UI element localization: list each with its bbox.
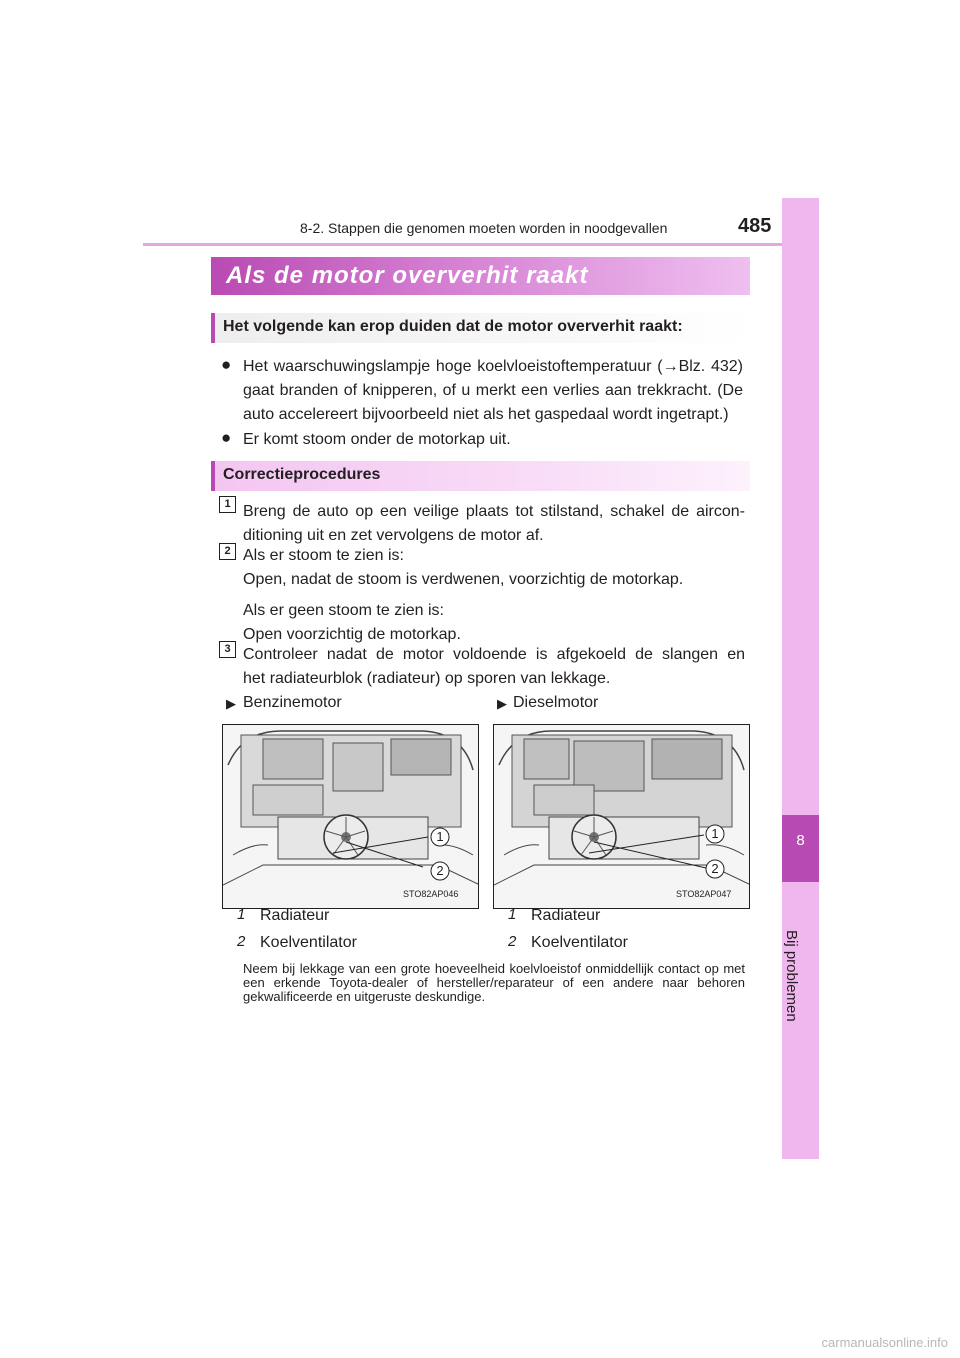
- step-line: Open, nadat de stoom is verdwenen, voorzichtig de motorkap.: [243, 571, 684, 588]
- step-line: Controleer nadat de motor voldoende is afgekoeld de slangen en: [243, 646, 745, 663]
- page-number: 485: [738, 215, 772, 237]
- bullet-text: Er komt stoom onder de motorkap uit.: [243, 431, 511, 448]
- engine-illustration-petrol: [222, 724, 479, 909]
- step-text: [243, 643, 745, 691]
- step-number-box: 3: [219, 641, 236, 658]
- step-text: [243, 544, 745, 647]
- caption-label: Koelventilator: [531, 934, 628, 951]
- signs-heading: Het volgende kan erop duiden dat de motor oververhit raakt:: [223, 318, 683, 335]
- engine-drawing: [223, 725, 479, 909]
- caption-number: 1: [237, 906, 246, 923]
- caption-number: 1: [508, 906, 517, 923]
- engine-illustration-diesel: [493, 724, 750, 909]
- chapter-label: Bij problemen: [783, 930, 800, 1022]
- step-line: ditioning uit en zet vervolgens de motor af.: [243, 527, 544, 544]
- step-line: het radiateurblok (radiateur) op sporen van lekkage.: [243, 670, 611, 687]
- step-line: Als er geen stoom te zien is:: [243, 602, 444, 619]
- callout-2: 2: [436, 863, 444, 878]
- figure-code: STO82AP046: [403, 889, 459, 899]
- section-header: 8-2. Stappen die genomen moeten worden in noodgevallen: [300, 220, 668, 236]
- caption-number: 2: [237, 933, 246, 950]
- step-line: Open voorzichtig de motorkap.: [243, 626, 461, 643]
- figure-title: Dieselmotor: [513, 694, 599, 711]
- chapter-number: 8: [796, 832, 805, 849]
- watermark: carmanualsonline.info: [821, 1335, 948, 1350]
- triangle-icon: ▶: [497, 696, 507, 711]
- header-divider: [143, 243, 818, 246]
- procedures-heading: Correctieprocedures: [223, 466, 381, 483]
- triangle-icon: ▶: [226, 696, 236, 711]
- caption-label: Koelventilator: [260, 934, 357, 951]
- callout-1: 1: [711, 826, 719, 841]
- caption-label: Radiateur: [531, 907, 601, 924]
- caption-label: Radiateur: [260, 907, 330, 924]
- bullet-text: Het waarschuwingslampje hoge koelvloeistoftemperatuur (→Blz. 432) gaat branden of knipperen, of u merkt een verlies aan trekkracht. (De auto accelereert bijvoorbeeld niet als het gaspedaal wordt ingetrapt.): [243, 358, 743, 423]
- leak-note: Neem bij lekkage van een grote hoeveelheid koelvloeistof onmiddellijk contact op met een erkende Toyota-dealer of hersteller/reparateur of een andere naar behoren gekwalificeerde en uitgeruste deskundige.: [243, 961, 745, 1004]
- step-number-box: 1: [219, 496, 236, 513]
- step-text: [243, 500, 745, 548]
- callout-2: 2: [711, 861, 719, 876]
- step-line: Breng de auto op een veilige plaats tot stilstand, schakel de aircon-: [243, 503, 745, 520]
- bullet-dot: ●: [221, 428, 232, 447]
- step-line: Als er stoom te zien is:: [243, 547, 404, 564]
- bullet-dot: ●: [221, 355, 232, 374]
- figure-code: STO82AP047: [676, 889, 732, 899]
- page-title: Als de motor oververhit raakt: [226, 262, 589, 289]
- caption-number: 2: [508, 933, 517, 950]
- step-number-box: 2: [219, 543, 236, 560]
- callout-1: 1: [436, 829, 444, 844]
- figure-title: Benzinemotor: [243, 694, 342, 711]
- engine-drawing: [494, 725, 750, 909]
